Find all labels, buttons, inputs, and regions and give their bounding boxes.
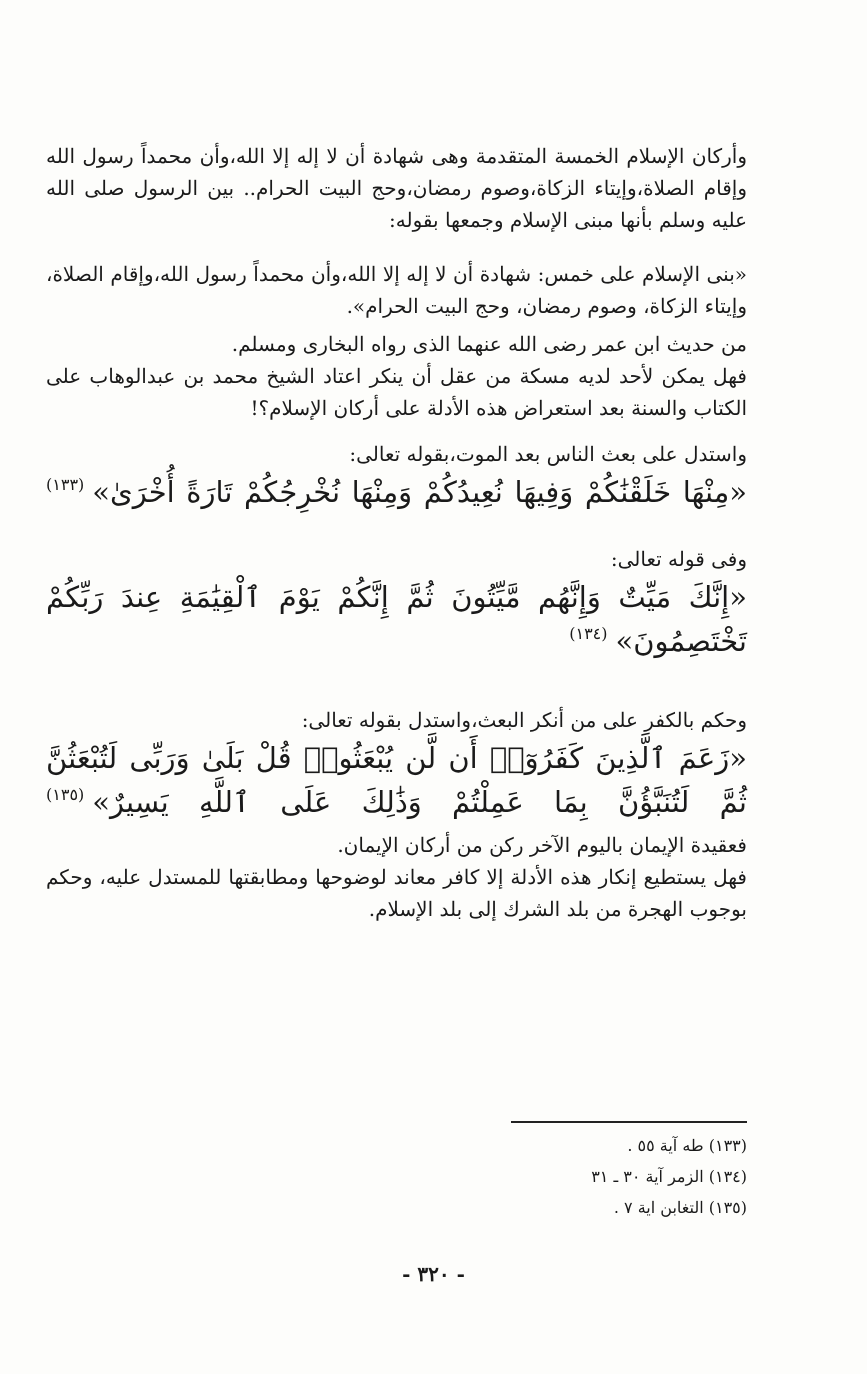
paragraph-verse-2-intro: وفى قوله تعالى: <box>610 547 747 571</box>
paragraph-pillars: وأركان الإسلام الخمسة المتقدمة وهى شهادة أن لا إله إلا الله،وأن محمداً رسول الله وإقام الصلاة،وإيتاء الزكاة،وصوم رمضان،وحج البيت الحرام.. بين الرسول صلى الله عليه وسلم بأنها مبنى الإسلام وجمعها بقوله: <box>46 144 747 232</box>
quran-verse-3 <box>46 736 747 829</box>
paragraph-resurrection-intro: واستدل على بعث الناس بعد الموت،بقوله تعالى: <box>349 442 747 466</box>
footnote-133: (١٣٣) طه آية ٥٥ . <box>627 1136 747 1155</box>
quran-verse-2 <box>46 575 747 668</box>
verse-1-reference: (١٣٣) <box>46 475 85 494</box>
verse-2-text: «إِنَّكَ مَيِّتٌ وَإِنَّهُم مَّيِّتُونَ ثُمَّ إِنَّكُمْ يَوْمَ ٱلْقِيَٰمَةِ عِندَ رَبِّكُمْ تَخْتَصِمُونَ» <box>46 580 747 658</box>
footnotes <box>447 1130 747 1223</box>
verse-3-reference: (١٣٥) <box>46 785 85 804</box>
paragraph-hadith: «بنى الإسلام على خمس: شهادة أن لا إله إلا الله،وأن محمداً رسول الله،وإقام الصلاة، وإيتاء الزكاة، وصوم رمضان، وحج البيت الحرام». <box>46 262 747 318</box>
footnote-134: (١٣٤) الزمر آية ٣٠ ـ ٣١ <box>591 1167 747 1186</box>
page-number: - ٣٢٠ - <box>402 1262 465 1286</box>
verse-3-text: «زَعَمَ ٱلَّذِينَ كَفَرُوٓا۟ أَن لَّن يُبْعَثُوا۟ قُلْ بَلَىٰ وَرَبِّى لَتُبْعَثُنَّ ثُمَّ لَتُنَبَّؤُنَّ بِمَا عَمِلْتُمْ وَذَٰلِكَ عَلَى ٱللَّهِ يَسِيرٌ» <box>46 741 747 819</box>
paragraph-belief-pillar: فعقيدة الإيمان باليوم الآخر ركن من أركان الإيمان. <box>337 833 747 857</box>
paragraph-question-1: فهل يمكن لأحد لديه مسكة من عقل أن ينكر اعتاد الشيخ محمد بن عبدالوهاب على الكتاب والسنة بعد استعراض هذه الأدلة على أركان الإسلام؟! <box>46 364 747 420</box>
main-text <box>46 140 747 925</box>
paragraph-disbelief-ruling: وحكم بالكفر على من أنكر البعث،واستدل بقوله تعالى: <box>301 708 747 732</box>
verse-2-reference: (١٣٤) <box>569 624 608 643</box>
paragraph-hadith-source: من حديث ابن عمر رضى الله عنهما الذى رواه البخارى ومسلم. <box>231 332 747 356</box>
paragraph-question-2: فهل يستطيع إنكار هذه الأدلة إلا كافر معاند لوضوحها ومطابقتها للمستدل عليه، وحكم بوجوب الهجرة من بلد الشرك إلى بلد الإسلام. <box>46 865 747 921</box>
footnote-divider <box>511 1121 747 1123</box>
quran-verse-1 <box>46 470 747 519</box>
verse-1-text: «مِنْهَا خَلَقْنَٰكُمْ وَفِيهَا نُعِيدُكُمْ وَمِنْهَا نُخْرِجُكُمْ تَارَةً أُخْرَىٰ» <box>92 475 747 509</box>
footnote-135: (١٣٥) التغابن اية ٧ . <box>613 1198 747 1217</box>
